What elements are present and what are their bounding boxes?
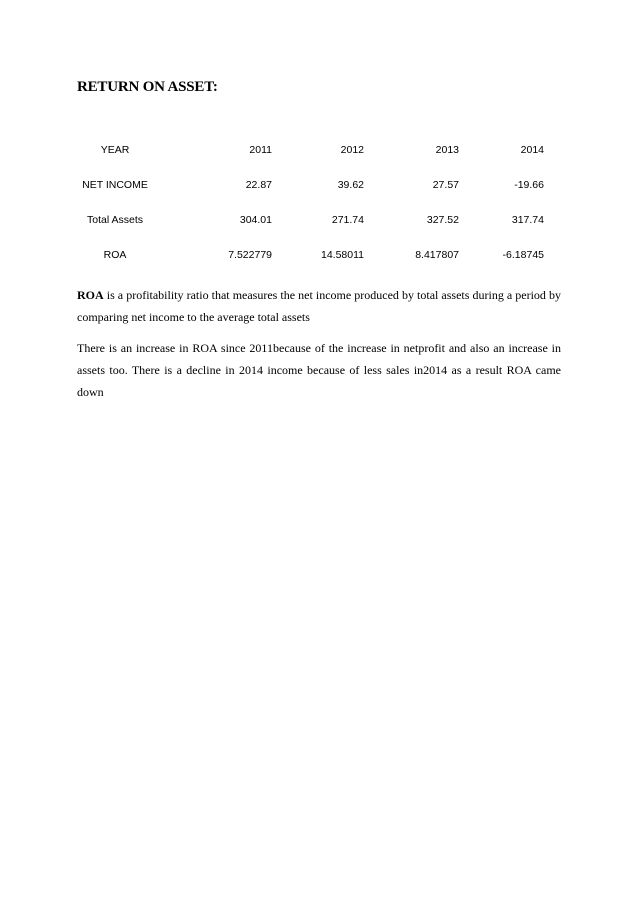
- roa-definition-text: is a profitability ratio that measures the net income produced by total assets during a period by comparing net income to the average total assets: [77, 288, 561, 324]
- roa-table: [70, 132, 544, 272]
- table-cell: 327.52: [426, 213, 459, 226]
- table-cell: 317.74: [511, 213, 544, 226]
- table-cell: 14.58011: [320, 248, 364, 261]
- table-cell: 8.417807: [415, 248, 459, 261]
- table-row: [70, 167, 544, 202]
- roa-analysis-paragraph: There is an increase in ROA since 2011because of the increase in netprofit and also an increase in assets too. There is a decline in 2014 income because of less sales in2014 as a result ROA came down: [77, 341, 561, 399]
- table-cell: -6.18745: [502, 248, 544, 261]
- table-row: [70, 202, 544, 237]
- table-cell: -19.66: [514, 178, 544, 191]
- table-header-cell: 2012: [340, 143, 364, 156]
- table-header-cell: 2011: [249, 143, 272, 156]
- table-header-row: [70, 132, 544, 167]
- row-label: NET INCOME: [82, 178, 148, 191]
- table-row: [70, 237, 544, 272]
- table-cell: 39.62: [337, 178, 364, 191]
- table-cell: 22.87: [245, 178, 272, 191]
- table-header-cell: 2014: [520, 143, 544, 156]
- table-header-cell: YEAR: [100, 143, 130, 156]
- table-header-cell: 2013: [435, 143, 459, 156]
- table-cell: 27.57: [432, 178, 459, 191]
- table-cell: 271.74: [331, 213, 364, 226]
- section-heading: RETURN ON ASSET:: [77, 79, 218, 95]
- roa-definition-paragraph: [77, 284, 561, 328]
- table-cell: 304.01: [239, 213, 272, 226]
- row-label: ROA: [103, 248, 127, 261]
- row-label: Total Assets: [86, 213, 144, 226]
- roa-term: ROA: [77, 288, 104, 302]
- table-cell: 7.522779: [228, 248, 272, 261]
